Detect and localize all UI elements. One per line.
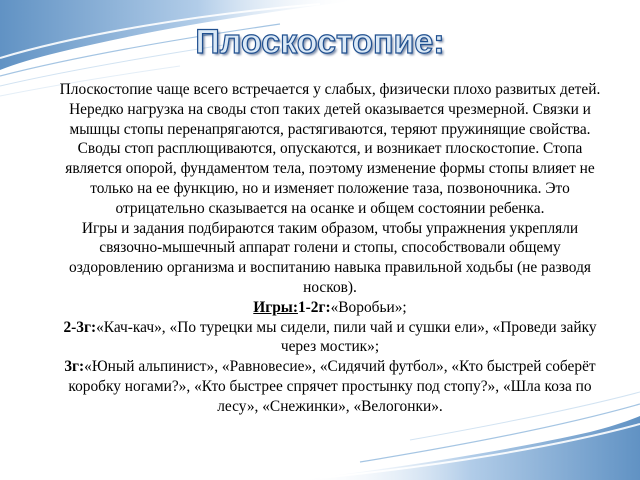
age-group-label-3: 3г:	[64, 358, 85, 376]
games-heading-line	[52, 298, 608, 318]
age-group-games-2: «Кач-кач», «По турецки мы сидели, пили чай и сушки ели», «Проведи зайку через мостик»;	[96, 318, 597, 356]
age-group-line-3	[52, 357, 608, 416]
slide-body	[52, 80, 608, 417]
age-group-label-2: 2-3г:	[63, 318, 97, 336]
slide-title: Плоскостопие:	[195, 23, 445, 61]
age-group-line-2	[52, 318, 608, 358]
age-group-games-1: «Воробьи»;	[330, 298, 407, 316]
age-group-games-3: «Юный альпинист», «Равновесие», «Сидячий футбол», «Кто быстрей соберёт коробку ногами?», «Кто быстрее спрячет простынку под стопу?», «Шла коза по лесу», «Снежинки», «Велогонки».	[68, 358, 596, 415]
games-heading: Игры:	[253, 298, 298, 316]
games-description-paragraph: Игры и задания подбираются таким образом, чтобы упражнения укрепляли связочно-мышечный аппарат голени и стопы, способствовали общему оздоровлению организма и воспитанию навыка правильной ходьбы (не разводя носков).	[69, 219, 591, 296]
intro-paragraph: Плоскостопие чаще всего встречается у слабых, физически плохо развитых детей. Нередко нагрузка на своды стоп таких детей оказывается чрезмерной. Связки и мышцы стопы перенапрягаются, растягиваются, теряют пружинящие свойства. Своды стоп расплющиваются, опускаются, и возникает плоскостопие. Стопа является опорой, фундаментом тела, поэтому изменение формы стопы влияет не только на ее функцию, но и изменяет положение таза, позвоночника. Это отрицательно сказывается на осанке и общем состоянии ребенка.	[59, 81, 601, 217]
age-group-label-1: 1-2г:	[297, 298, 331, 316]
